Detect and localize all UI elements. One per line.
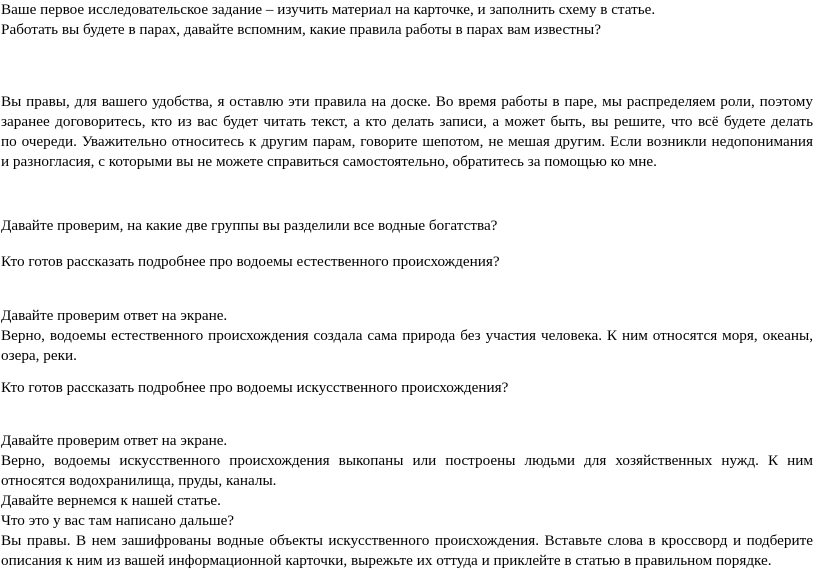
text-line: Давайте проверим ответ на экране.: [1, 307, 228, 324]
text-line: Ваше первое исследовательское задание – изучить материал на карточке, и заполнить схему в статье.: [1, 1, 656, 18]
paragraph-artificial-answer: [1, 431, 813, 571]
paragraph-artificial-question: [1, 378, 813, 398]
text-line: Давайте проверим ответ на экране.: [1, 432, 228, 449]
text-line: описания к ним из вашей информационной карточки, вырежьте их оттуда и приклейте в статью в правильном порядке.: [1, 552, 772, 569]
text-line: Давайте проверим, на какие две группы вы разделили все водные богатства?: [1, 217, 498, 234]
paragraph-task-intro: [1, 0, 813, 40]
text-line: Что это у вас там написано дальше?: [1, 512, 235, 529]
text-line: Кто готов рассказать подробнее про водоемы искусственного происхождения?: [1, 379, 509, 396]
text-line: Работать вы будете в парах, давайте вспомним, какие правила работы в парах вам известны?: [1, 21, 601, 38]
text-line: относятся водохранилища, пруды, каналы.: [1, 472, 277, 489]
paragraph-natural-question: [1, 252, 813, 272]
text-line: Верно, водоемы искусственного происхождения выкопаны или построены людьми для хозяйственных нужд. К ним: [1, 452, 813, 469]
text-line: Вы правы, для вашего удобства, я оставлю эти правила на доске. Во время работы в паре, мы распределяем роли, поэтому: [1, 93, 813, 110]
paragraph-two-groups-question: [1, 216, 813, 236]
text-line: Кто готов рассказать подробнее про водоемы естественного происхождения?: [1, 253, 500, 270]
text-line: озера, реки.: [1, 347, 77, 364]
paragraph-natural-answer: [1, 306, 813, 366]
text-line: по очереди. Уважительно относитесь к другим парам, говорите шепотом, не мешая другим. Если возникли недопонимания: [1, 133, 813, 150]
text-line: заранее договоритесь, кто из вас будет читать текст, а кто делать записи, а может быть, вы решите, что всё будете делать: [1, 113, 813, 130]
text-line: и разногласия, с которыми вы не можете справиться самостоятельно, обратитесь за помощью ко мне.: [1, 153, 657, 170]
text-line: Верно, водоемы естественного происхождения создала сама природа без участия человека. К ним относятся моря, океаны,: [1, 327, 813, 344]
text-line: Вы правы. В нем зашифрованы водные объекты искусственного происхождения. Вставьте слова в кроссворд и подберите: [1, 532, 813, 549]
paragraph-pair-rules: [1, 92, 813, 172]
text-line: Давайте вернемся к нашей статье.: [1, 492, 221, 509]
